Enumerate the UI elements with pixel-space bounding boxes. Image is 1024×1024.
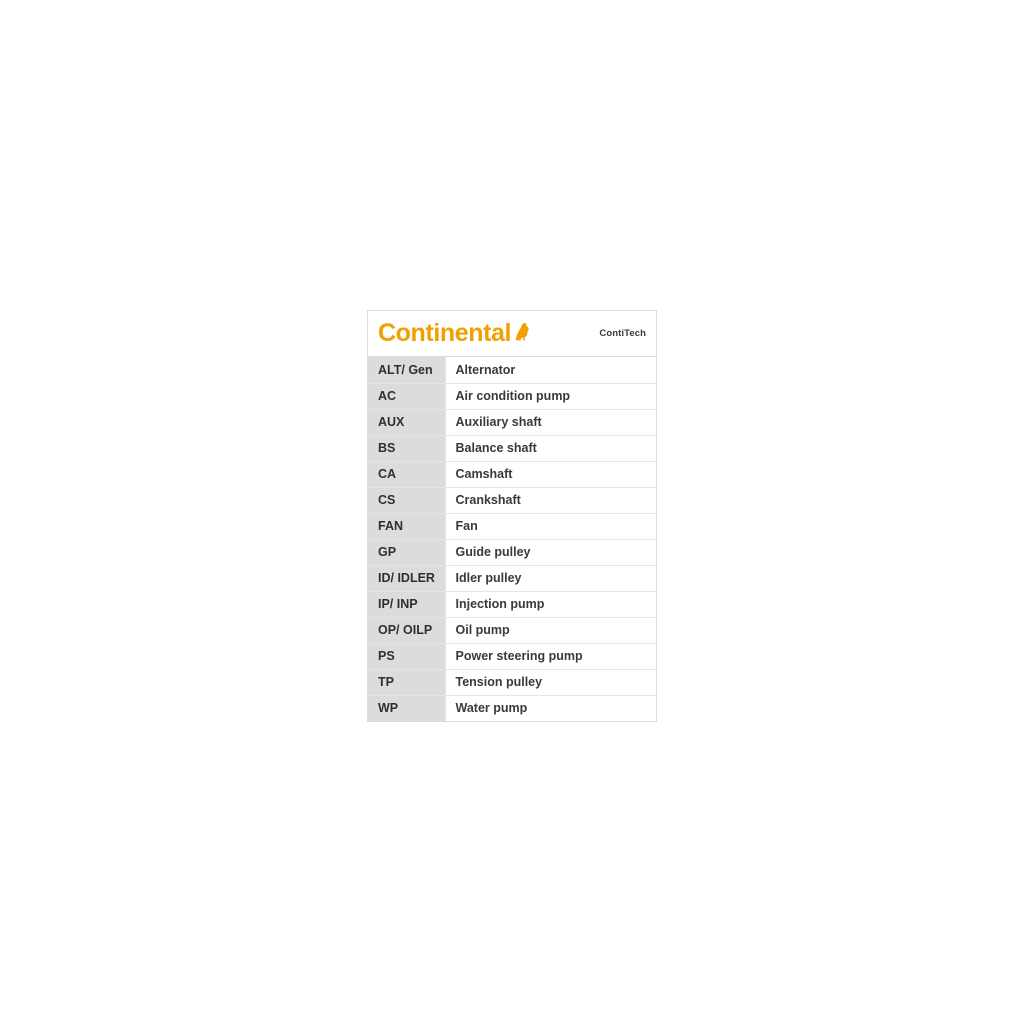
- table-row: [368, 565, 656, 591]
- table-row: [368, 383, 656, 409]
- abbr-cell: PS: [368, 643, 445, 669]
- table-row: [368, 695, 656, 721]
- abbr-cell: TP: [368, 669, 445, 695]
- desc-cell: Alternator: [445, 357, 656, 383]
- brand-header: [368, 311, 656, 357]
- desc-cell: Injection pump: [445, 591, 656, 617]
- abbr-cell: CA: [368, 461, 445, 487]
- table-row: [368, 357, 656, 383]
- table-row: [368, 643, 656, 669]
- desc-cell: Water pump: [445, 695, 656, 721]
- abbr-cell: OP/ OILP: [368, 617, 445, 643]
- table-row: [368, 669, 656, 695]
- desc-cell: Camshaft: [445, 461, 656, 487]
- desc-cell: Balance shaft: [445, 435, 656, 461]
- abbr-cell: AC: [368, 383, 445, 409]
- legend-table-body: [368, 357, 656, 721]
- table-row: [368, 513, 656, 539]
- abbr-cell: FAN: [368, 513, 445, 539]
- table-row: [368, 461, 656, 487]
- horse-logo-icon: [513, 322, 531, 342]
- abbr-cell: BS: [368, 435, 445, 461]
- table-row: [368, 591, 656, 617]
- abbr-cell: ID/ IDLER: [368, 565, 445, 591]
- desc-cell: Idler pulley: [445, 565, 656, 591]
- desc-cell: Auxiliary shaft: [445, 409, 656, 435]
- abbr-cell: GP: [368, 539, 445, 565]
- table-row: [368, 617, 656, 643]
- abbreviation-legend-table: [368, 357, 656, 721]
- continental-logo: [378, 321, 531, 346]
- desc-cell: Guide pulley: [445, 539, 656, 565]
- legend-card: [367, 310, 657, 722]
- abbr-cell: AUX: [368, 409, 445, 435]
- table-row: [368, 539, 656, 565]
- table-row: [368, 435, 656, 461]
- abbr-cell: ALT/ Gen: [368, 357, 445, 383]
- desc-cell: Power steering pump: [445, 643, 656, 669]
- desc-cell: Tension pulley: [445, 669, 656, 695]
- contitech-sub-brand: ContiTech: [599, 328, 646, 339]
- desc-cell: Crankshaft: [445, 487, 656, 513]
- brand-name: Continental: [378, 319, 512, 347]
- abbr-cell: WP: [368, 695, 445, 721]
- desc-cell: Fan: [445, 513, 656, 539]
- table-row: [368, 409, 656, 435]
- table-row: [368, 487, 656, 513]
- abbr-cell: IP/ INP: [368, 591, 445, 617]
- abbr-cell: CS: [368, 487, 445, 513]
- desc-cell: Air condition pump: [445, 383, 656, 409]
- desc-cell: Oil pump: [445, 617, 656, 643]
